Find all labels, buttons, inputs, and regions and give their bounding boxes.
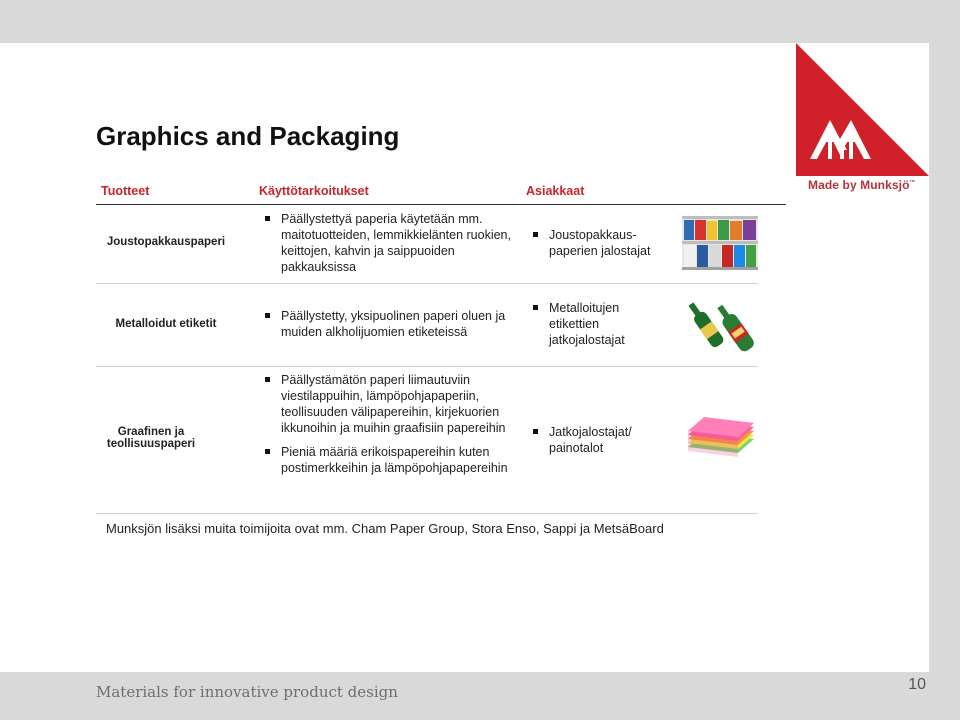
header-divider bbox=[96, 204, 786, 205]
list-item: Metalloitujen etikettien jatkojalostajat bbox=[531, 300, 661, 348]
column-header-customers: Asiakkaat bbox=[526, 184, 585, 198]
category-flexible-packaging: Joustopakkauspaperi bbox=[106, 236, 226, 248]
list-item: Jatkojalostajat/ painotalot bbox=[531, 424, 661, 456]
row-divider bbox=[96, 283, 758, 284]
list-item: Pieniä määriä erikoispapereihin kuten postimerkkeihin ja lämpöpohjapapereihin bbox=[263, 444, 518, 476]
uses-list-row-3 bbox=[263, 372, 518, 476]
munksjo-logo bbox=[796, 43, 929, 176]
column-header-end-uses: Käyttötarkoitukset bbox=[259, 184, 369, 198]
customers-list-row-1 bbox=[531, 227, 676, 259]
customers-list-row-3 bbox=[531, 424, 661, 456]
page-number: 10 bbox=[908, 676, 926, 693]
uses-list-row-2 bbox=[263, 308, 513, 340]
column-header-products: Tuotteet bbox=[101, 184, 150, 198]
slide-title: Graphics and Packaging bbox=[96, 121, 400, 151]
row-divider bbox=[96, 366, 758, 367]
flexible-packaging-shelf-image bbox=[682, 216, 758, 270]
list-item: Päällystettyä paperia käytetään mm. maitotuotteiden, lemmikkielänten ruokien, keittojen, kahvin ja saippuoiden pakkauksissa bbox=[263, 211, 513, 275]
row-divider bbox=[96, 513, 758, 514]
category-metallized-labels: Metalloidut etiketit bbox=[115, 318, 217, 330]
top-band bbox=[0, 0, 960, 43]
competitors-note: Munksjön lisäksi muita toimijoita ovat mm. Cham Paper Group, Stora Enso, Sappi ja MetsäBoard bbox=[106, 521, 664, 536]
list-item: Joustopakkaus-paperien jalostajat bbox=[531, 227, 676, 259]
sticky-notes-image bbox=[682, 413, 758, 469]
uses-list-row-1 bbox=[263, 211, 513, 275]
customers-list-row-2 bbox=[531, 300, 661, 348]
list-item: Päällystämätön paperi liimautuviin viestilappuihin, lämpöpohjapaperiin, teollisuuden välipapereihin, kirjekuorien ikkunoihin ja muihin graafisiin papereihin bbox=[263, 372, 518, 436]
beer-bottles-image bbox=[682, 297, 758, 353]
footer-tagline: Materials for innovative product design bbox=[96, 683, 398, 701]
logo-tagline: Made by Munksjö™ bbox=[808, 178, 916, 192]
list-item: Päällystetty, yksipuolinen paperi oluen ja muiden alkholijuomien etiketeissä bbox=[263, 308, 513, 340]
right-band bbox=[929, 0, 960, 720]
category-graphic-industrial-paper: Graafinen ja teollisuuspaperi bbox=[106, 426, 196, 450]
